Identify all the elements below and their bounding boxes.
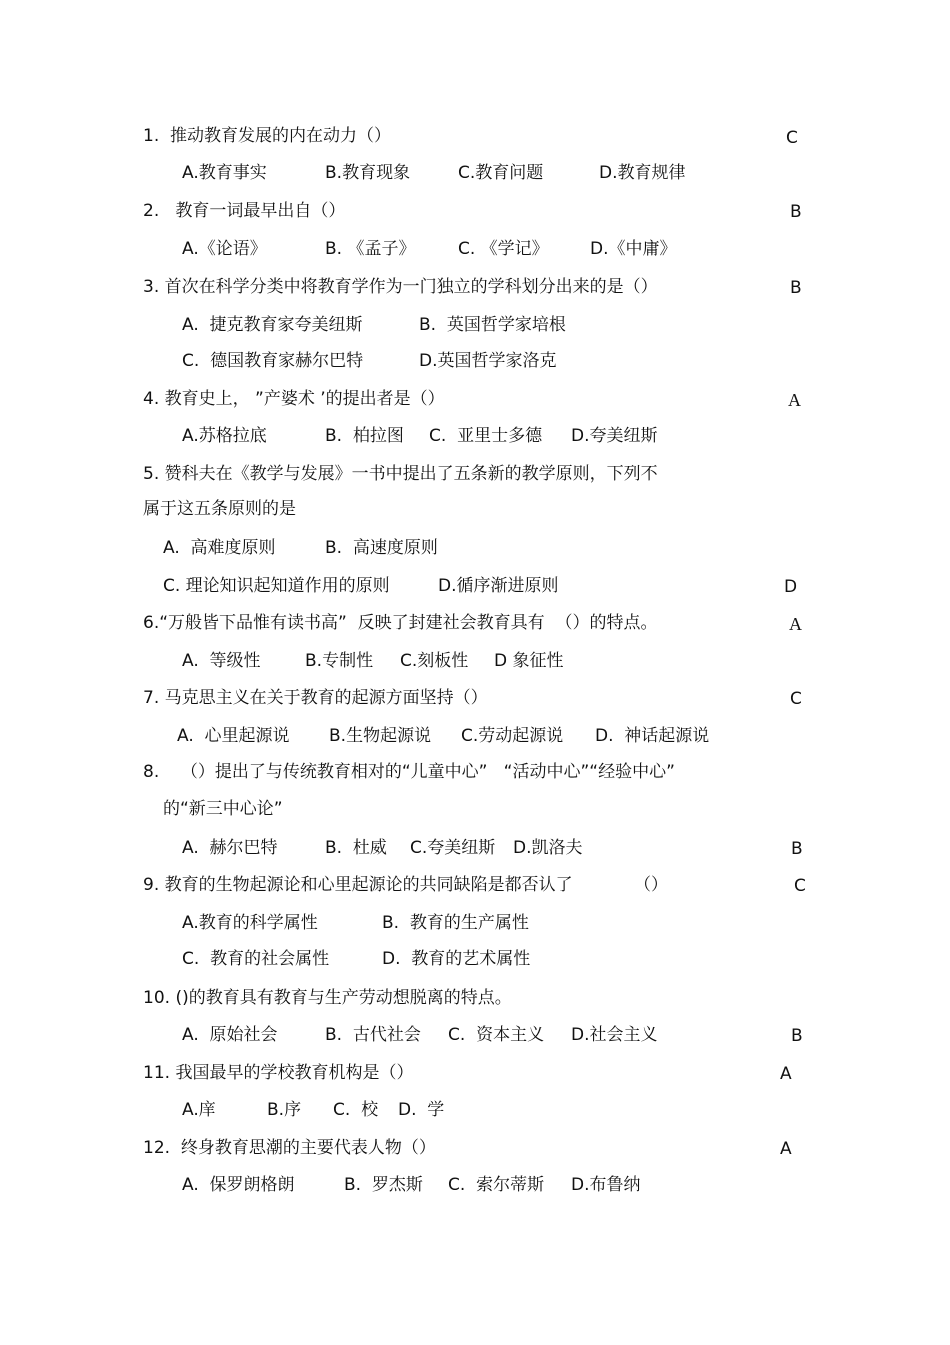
question-7-option-c: C.劳动起源说 [461, 726, 564, 746]
question-5-stem-line-2: 属于这五条原则的是 [143, 499, 296, 519]
question-3-option-d: D.英国哲学家洛克 [419, 351, 557, 371]
question-10-answer: B [791, 1026, 803, 1046]
question-9-stem-blank: （） [634, 875, 668, 895]
question-3-option-c: C. 德国教育家赫尔巴特 [182, 351, 364, 371]
question-5-option-c: C. 理论知识起知道作用的原则 [163, 576, 390, 596]
question-9-option-c: C. 教育的社会属性 [182, 949, 330, 969]
question-4-stem: 4. 教育史上， ”产婆术 ’的提出者是（） [143, 389, 445, 409]
question-6-stem: 6.“万般皆下品惟有读书高” 反映了封建社会教育具有 （）的特点。 [143, 613, 658, 633]
question-8-option-c: C.夸美纽斯 [410, 838, 496, 858]
question-12-stem: 12. 终身教育思潮的主要代表人物（） [143, 1138, 436, 1158]
question-3-stem: 3. 首次在科学分类中将教育学作为一门独立的学科划分出来的是（） [143, 277, 658, 297]
question-1-option-a: A.教育事实 [182, 163, 267, 183]
question-8-option-d: D.凯洛夫 [513, 838, 583, 858]
question-2-option-b: B. 《孟子》 [325, 239, 416, 259]
question-7-stem: 7. 马克思主义在关于教育的起源方面坚持（） [143, 688, 488, 708]
question-2-stem: 2. 教育一词最早出自（） [143, 201, 346, 221]
question-8-stem-line-1: 8. （）提出了与传统教育相对的“儿童中心” “活动中心”“经验中心” [143, 762, 675, 782]
question-12-option-a: A. 保罗朗格朗 [182, 1175, 295, 1195]
question-10-option-b: B. 古代社会 [325, 1025, 421, 1045]
question-5-option-d: D.循序渐进原则 [438, 576, 559, 596]
question-10-option-c: C. 资本主义 [448, 1025, 545, 1045]
question-3-option-a: A. 捷克教育家夸美纽斯 [182, 315, 363, 335]
question-10-option-a: A. 原始社会 [182, 1025, 278, 1045]
question-4-option-b: B. 柏拉图 [325, 426, 404, 446]
question-11-stem: 11. 我国最早的学校教育机构是（） [143, 1063, 414, 1083]
question-6-option-c: C.刻板性 [400, 651, 469, 671]
question-4-option-d: D.夸美纽斯 [571, 426, 658, 446]
question-6-option-d: D 象征性 [494, 651, 564, 671]
question-9-option-d: D. 教育的艺术属性 [382, 949, 531, 969]
question-6-option-b: B.专制性 [305, 651, 374, 671]
question-10-option-d: D.社会主义 [571, 1025, 658, 1045]
question-7-option-b: B.生物起源说 [329, 726, 432, 746]
question-5-answer: D [784, 577, 798, 597]
question-12-option-d: D.布鲁纳 [571, 1175, 641, 1195]
question-1-option-d: D.教育规律 [599, 163, 686, 183]
question-11-option-c: C. 校 [333, 1100, 379, 1120]
question-1-option-b: B.教育现象 [325, 163, 411, 183]
question-11-option-d: D. 学 [398, 1100, 445, 1120]
question-4-answer: A [788, 390, 801, 410]
question-11-answer: A [780, 1064, 792, 1084]
question-11-option-a: A.庠 [182, 1100, 216, 1120]
question-6-answer: A [789, 614, 802, 634]
question-2-answer: B [790, 202, 802, 222]
question-1-option-c: C.教育问题 [458, 163, 544, 183]
question-12-option-b: B. 罗杰斯 [344, 1175, 423, 1195]
question-2-option-c: C. 《学记》 [458, 239, 549, 259]
question-8-stem-line-2: 的“新三中心论” [163, 799, 283, 819]
question-7-option-d: D. 神话起源说 [595, 726, 710, 746]
question-9-option-b: B. 教育的生产属性 [382, 913, 529, 933]
question-9-stem: 9. 教育的生物起源论和心里起源论的共同缺陷是都否认了 [143, 875, 573, 895]
question-12-answer: A [780, 1139, 792, 1159]
question-4-option-c: C. 亚里士多德 [429, 426, 543, 446]
question-5-option-b: B. 高速度原则 [325, 538, 438, 558]
question-6-option-a: A. 等级性 [182, 651, 261, 671]
question-1-answer: C [786, 128, 798, 148]
question-1-stem: 1. 推动教育发展的内在动力（） [143, 126, 392, 146]
question-12-option-c: C. 索尔蒂斯 [448, 1175, 545, 1195]
question-7-answer: C [790, 689, 802, 709]
question-3-answer: B [790, 278, 802, 298]
question-11-option-b: B.序 [267, 1100, 302, 1120]
question-4-option-a: A.苏格拉底 [182, 426, 267, 446]
question-5-stem-line-1: 5. 赞科夫在《教学与发展》一书中提出了五条新的教学原则，下列不 [143, 464, 658, 484]
question-2-option-d: D.《中庸》 [590, 239, 677, 259]
question-10-stem: 10. ()的教育具有教育与生产劳动想脱离的特点。 [143, 988, 512, 1008]
question-8-answer: B [791, 839, 803, 859]
question-2-option-a: A.《论语》 [182, 239, 267, 259]
question-5-option-a: A. 高难度原则 [163, 538, 276, 558]
question-8-option-a: A. 赫尔巴特 [182, 838, 278, 858]
question-9-option-a: A.教育的科学属性 [182, 913, 318, 933]
question-7-option-a: A. 心里起源说 [177, 726, 290, 746]
question-8-option-b: B. 杜威 [325, 838, 387, 858]
question-3-option-b: B. 英国哲学家培根 [419, 315, 566, 335]
question-9-answer: C [794, 876, 806, 896]
